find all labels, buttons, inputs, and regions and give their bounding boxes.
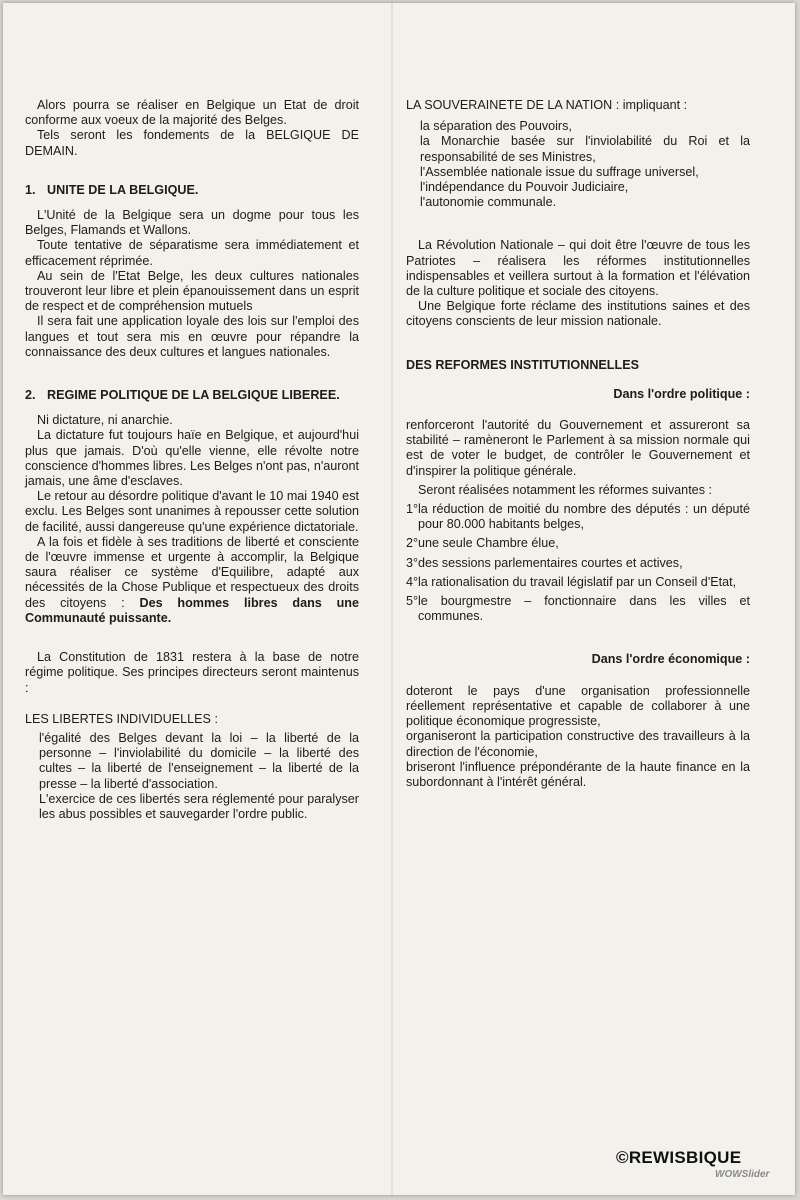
list-item — [406, 556, 750, 571]
slider-watermark: WOWSlider — [715, 1169, 770, 1180]
list-item — [406, 536, 750, 551]
paragraph: Au sein de l'Etat Belge, les deux cultures nationales trouveront leur libre et plein épanouissement dans un esprit de respect et de compréhension mutuels — [25, 268, 359, 314]
ordre-economique-subheading: Dans l'ordre économique : — [591, 652, 750, 667]
list-text: le bourgmestre – fonctionnaire dans les villes et communes. — [418, 594, 750, 624]
paragraph: briseront l'influence prépondérante de la haute finance en la subordonnant à l'intérêt général. — [406, 759, 750, 789]
motto-bold: Des hommes libres dans une Communauté puissante. — [25, 595, 359, 625]
souverainete-item: la Monarchie basée sur l'inviolabilité du Roi et la responsabilité de ses Ministres, — [420, 134, 750, 164]
libertes-list: l'égalité des Belges devant la loi – la liberté de la personne – l'inviolabilité du domicile – la liberté des cultes – la liberté de l'enseignement – la liberté de la presse – la liberté d'association. — [39, 730, 359, 791]
souverainete-heading: LA SOUVERAINETE DE LA NATION : impliquant : — [406, 98, 688, 112]
paragraph: doteront le pays d'une organisation professionnelle réellement représentative et capable de collaborer à une politique économique progressiste, — [406, 683, 750, 729]
paragraph: La Constitution de 1831 restera à la base de notre régime politique. Ses principes directeurs seront maintenus : — [25, 650, 359, 695]
paragraph: La dictature fut toujours haïe en Belgique, et aujourd'hui plus que jamais. D'où qu'elle vienne, elle révolte notre conscience d'hommes libres. Les Belges n'ont pas, n'auront jamais, une âme d'esclaves. — [25, 428, 359, 489]
page-fold — [391, 3, 393, 1195]
list-number: 1° — [406, 502, 419, 517]
section-title: UNITE DE LA BELGIQUE. — [47, 182, 199, 197]
list-text: la rationalisation du travail législatif par un Conseil d'Etat, — [418, 574, 737, 589]
section-number: 1. — [25, 182, 36, 197]
list-text: des sessions parlementaires courtes et actives, — [418, 555, 683, 570]
left-column — [25, 98, 359, 822]
section-2-heading — [25, 388, 359, 403]
paragraph: Toute tentative de séparatisme sera immédiatement et efficacement réprimée. — [25, 238, 359, 268]
list-number: 4° — [406, 574, 419, 589]
paragraph: Il sera fait une application loyale des lois sur l'emploi des langues et tout sera mis en œuvre pour répandre la connaissance des deux cultures et langues nationales. — [25, 314, 359, 359]
list-text: la réduction de moitié du nombre des députés : un député pour 80.000 habitants belges, — [418, 502, 750, 532]
paragraph: Seront réalisées notamment les réformes suivantes : — [418, 482, 712, 497]
libertes-note: L'exercice de ces libertés sera réglementé pour paralyser les abus possibles et sauvegarder l'ordre public. — [39, 791, 359, 821]
paragraph: renforceront l'autorité du Gouvernement et assureront sa stabilité – ramèneront le Parlement à sa mission normale qui est de voter le budget, de contrôler le Gouvernement et d'inspirer la politique générale. — [406, 418, 750, 478]
document-page — [3, 3, 795, 1195]
list-number: 5° — [406, 594, 419, 609]
souverainete-item: l'autonomie communale. — [420, 195, 557, 210]
paragraph: L'Unité de la Belgique sera un dogme pour tous les Belges, Flamands et Wallons. — [25, 208, 359, 238]
paragraph-text: A la fois et fidèle à ses traditions de liberté et consciente de l'œuvre immense et urgente à accomplir, la Belgique saura réaliser ce système d'Equilibre, adapté aux nécessités de la Chose Publique et respectueux des droits des citoyens : — [25, 534, 359, 610]
list-item — [406, 594, 750, 624]
souverainete-item: la séparation des Pouvoirs, — [420, 119, 572, 134]
section-title: REGIME POLITIQUE DE LA BELGIQUE LIBEREE. — [47, 388, 340, 403]
souverainete-item: l'Assemblée nationale issue du suffrage universel, — [420, 164, 699, 179]
list-item — [406, 575, 750, 590]
intro-paragraph-2: Tels seront les fondements de la BELGIQUE DE DEMAIN. — [25, 128, 359, 158]
intro-paragraph: Alors pourra se réaliser en Belgique un Etat de droit conforme aux voeux de la majorité des Belges. — [25, 98, 359, 128]
reformes-heading: DES REFORMES INSTITUTIONNELLES — [406, 357, 639, 372]
section-number: 2. — [25, 388, 36, 403]
paragraph: Ni dictature, ni anarchie. — [37, 413, 173, 428]
list-text: une seule Chambre élue, — [418, 536, 559, 551]
paragraph: Une Belgique forte réclame des institutions saines et des citoyens conscients de leur mission nationale. — [406, 299, 750, 329]
paragraph: Le retour au désordre politique d'avant le 10 mai 1940 est exclu. Les Belges sont unanimes à repousser cette solution de facilité, aussi dangereuse qu'une expérience dictatoriale. — [25, 489, 359, 534]
ordre-politique-subheading: Dans l'ordre politique : — [613, 386, 750, 401]
paragraph: organiseront la participation constructive des travailleurs à la direction de l'économie, — [406, 729, 750, 759]
list-number: 3° — [406, 555, 419, 570]
souverainete-item: l'indépendance du Pouvoir Judiciaire, — [420, 180, 629, 195]
copyright-watermark: ©REWISBIQUE — [616, 1148, 742, 1167]
paragraph — [25, 535, 359, 626]
right-column — [406, 98, 750, 790]
list-number: 2° — [406, 536, 419, 551]
list-item — [406, 502, 750, 532]
paragraph: La Révolution Nationale – qui doit être l'œuvre de tous les Patriotes – réalisera les réformes institutionnelles indispensables et veillera surtout à la formation et l'élévation de la culture politique et sociale des citoyens. — [406, 238, 750, 299]
section-1-heading — [25, 183, 359, 198]
libertes-heading: LES LIBERTES INDIVIDUELLES : — [25, 711, 218, 726]
